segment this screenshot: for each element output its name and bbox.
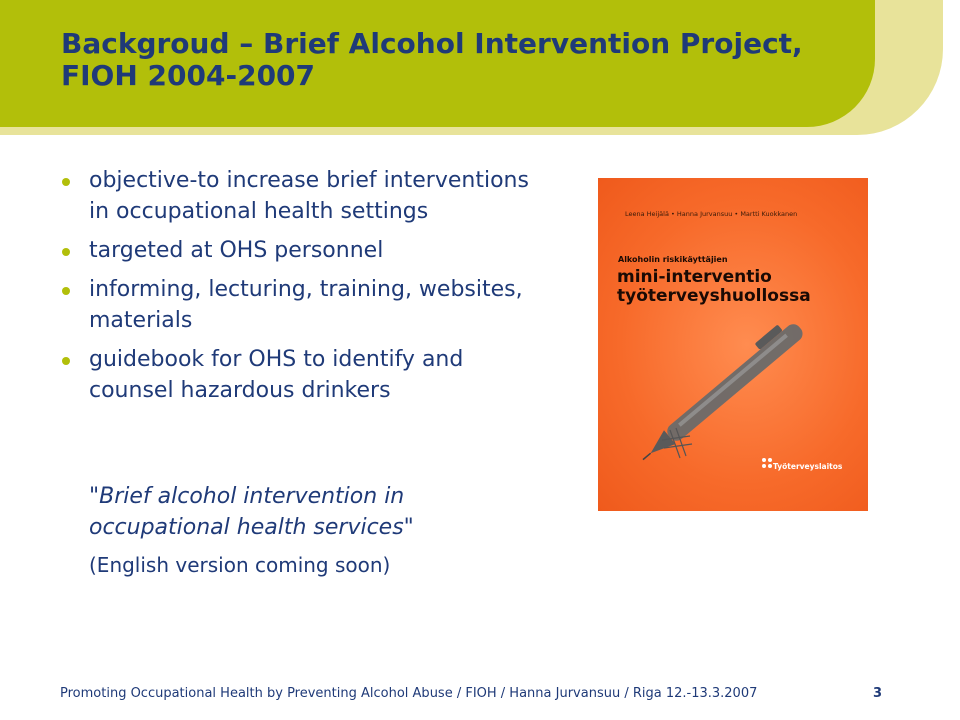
book-cover-image — [598, 178, 868, 511]
publisher-logo-icon — [761, 457, 773, 469]
bullet-list — [60, 165, 530, 414]
bullet-text: informing, lecturing, training, websites, materials — [89, 277, 523, 333]
book-publisher: Työterveyslaitos — [773, 462, 843, 471]
slide-title: Backgroud – Brief Alcohol Intervention Project, FIOH 2004-2007 — [61, 27, 803, 92]
english-version-note: (English version coming soon) — [89, 553, 391, 577]
bullet-dot-icon — [62, 178, 70, 186]
book-title-line: mini-interventio — [617, 267, 772, 287]
bullet-item — [60, 235, 530, 266]
book-authors: Leena Heijälä • Hanna Jurvansuu • Martti Kuokkanen — [625, 210, 798, 218]
bullet-dot-icon — [62, 248, 70, 256]
page-number: 3 — [873, 686, 883, 701]
bullet-item — [60, 274, 530, 336]
bullet-dot-icon — [62, 287, 70, 295]
bullet-text: targeted at OHS personnel — [89, 238, 384, 263]
book-title-line: työterveyshuollossa — [617, 286, 811, 306]
bullet-item — [60, 344, 530, 406]
bullet-item — [60, 165, 530, 227]
bullet-text: guidebook for OHS to identify and counsel hazardous drinkers — [89, 347, 464, 403]
bullet-text: objective-to increase brief interventions in occupational health settings — [89, 168, 529, 224]
footer-text: Promoting Occupational Health by Preventing Alcohol Abuse / FIOH / Hanna Jurvansuu / Riga 12.-13.3.2007 — [60, 686, 758, 701]
book-kicker: Alkoholin riskikäyttäjien — [618, 255, 728, 264]
book-title-quote: "Brief alcohol intervention in occupational health services" — [89, 484, 414, 540]
bullet-dot-icon — [62, 357, 70, 365]
